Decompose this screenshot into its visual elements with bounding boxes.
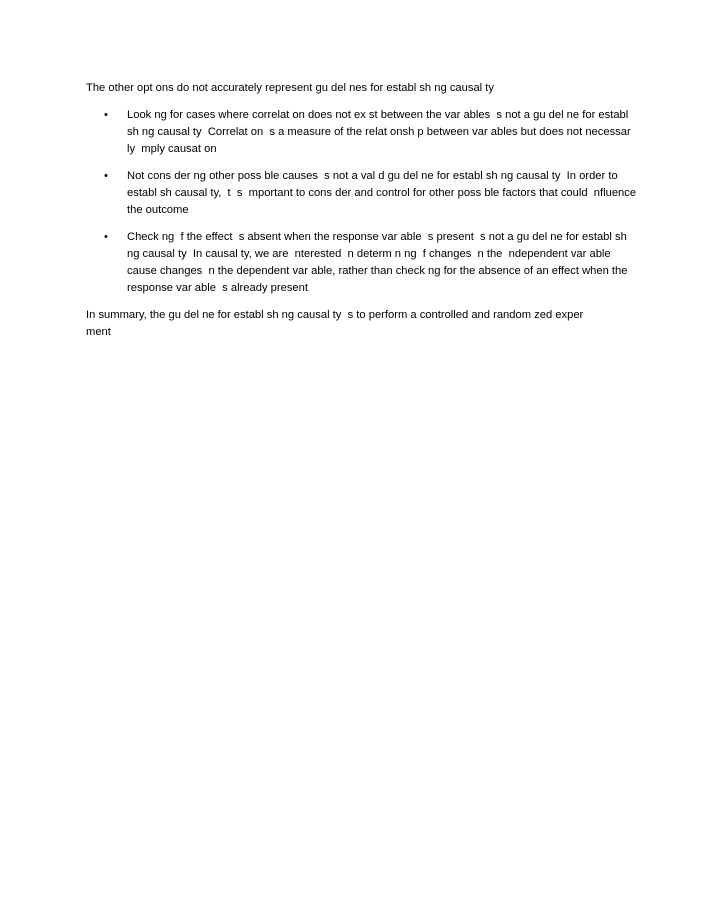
- list-item: [86, 107, 637, 158]
- list-item: [86, 168, 640, 219]
- list-item-text: Look ng for cases where correlat on does not ex st between the var ables s not a gu del ne for establ sh ng causal ty Correlat on s a measure of the relat onsh p between var ables but does not necessar ly mply causat on: [127, 109, 634, 155]
- bullet-icon: •: [104, 109, 108, 121]
- bullet-list: [86, 107, 646, 297]
- summary-paragraph: In summary, the gu del ne for establ sh ng causal ty s to perform a controlled and random zed exper ment: [86, 309, 587, 338]
- list-item-text: Not cons der ng other poss ble causes s not a val d gu del ne for establ sh ng causal ty In order to establ sh causal ty, t s mportant to cons der and control for other poss ble factors that could nfluence the outcome: [127, 170, 640, 216]
- intro-paragraph: The other opt ons do not accurately represent gu del nes for establ sh ng causal ty: [86, 82, 494, 94]
- document-body: [86, 80, 646, 341]
- bullet-icon: •: [104, 170, 108, 182]
- bullet-icon: •: [104, 231, 108, 243]
- list-item: [86, 229, 637, 297]
- list-item-text: Check ng f the effect s absent when the response var able s present s not a gu del ne for establ sh ng causal ty In causal ty, we are nterested n determ n ng f changes n the ndependent var able cause changes n the dependent var able, rather than check ng for the absence of an effect when the response var able s already present: [127, 231, 631, 294]
